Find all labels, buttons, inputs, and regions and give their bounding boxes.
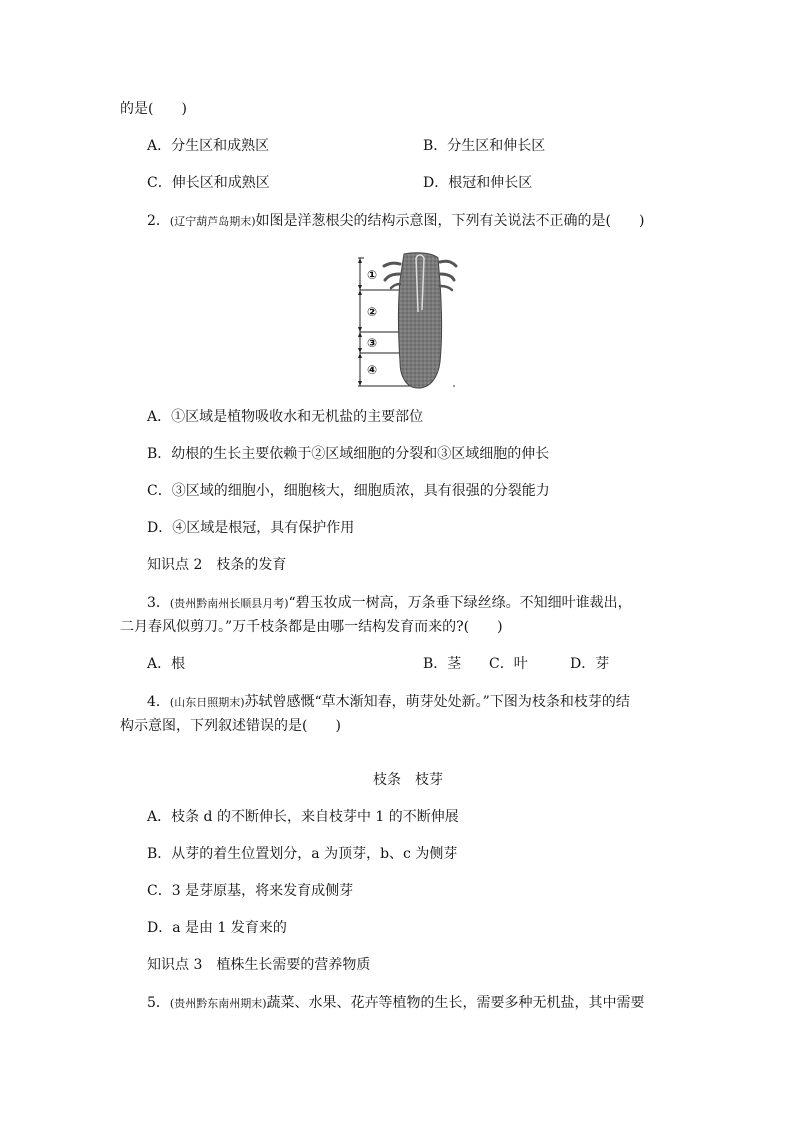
q2-stem [147,211,644,232]
q1-option-b: B．分生区和伸长区 [423,138,546,154]
q4-figure-caption: 枝条 枝芽 [373,772,443,788]
knowledge-point-2-heading: 知识点 2 枝条的发育 [147,557,287,573]
q1-option-d: D．根冠和伸长区 [423,175,533,191]
q2-stem-text: 如图是洋葱根尖的结构示意图，下列有关说法不正确的是( ) [255,213,645,229]
q4-stem-line1 [147,692,630,713]
q4-stem-line2: 构示意图，下列叙述错误的是( ) [120,718,341,734]
q5-stem-text: 蔬菜、水果、花卉等植物的生长，需要多种无机盐，其中需要 [266,995,645,1011]
q4-option-b: B．从芽的着生位置划分，a 为顶芽，b、c 为侧芽 [147,846,458,862]
q4-option-d: D．a 是由 1 发育来的 [147,920,287,936]
q3-option-c: C．叶 [489,656,528,672]
q3-option-b: B．茎 [423,656,462,672]
q3-option-a: A．根 [147,656,186,672]
q2-source: (辽宁葫芦岛期末) [169,215,256,228]
q1-option-a: A．分生区和成熟区 [147,138,270,154]
figure-label-4: ④ [367,363,378,377]
q3-source: (贵州黔南州长顺县月考) [169,597,289,610]
q2-option-a: A．①区域是植物吸收水和无机盐的主要部位 [147,409,424,425]
q5-stem-line1 [147,993,645,1014]
q3-number: 3． [147,595,170,611]
knowledge-point-3-heading: 知识点 3 植株生长需要的营养物质 [147,957,371,973]
q4-option-a: A．枝条 d 的不断伸长，来自枝芽中 1 的不断伸展 [147,809,459,825]
figure-label-2: ② [367,305,378,319]
q2-option-d: D．④区域是根冠，具有保护作用 [147,520,355,536]
q3-stem-line1 [147,593,632,614]
q4-number: 4． [147,694,170,710]
q5-number: 5． [147,995,170,1011]
root-tip [399,253,442,388]
figure-label-3: ③ [367,336,378,350]
q4-stem-text1: 苏轼曾感慨“草木渐知春，萌芽处处新。”下图为枝条和枝芽的结 [244,694,630,710]
q2-option-b: B．幼根的生长主要依赖于②区域细胞的分裂和③区域细胞的伸长 [147,446,550,462]
q4-source: (山东日照期末) [169,696,245,709]
q2-option-c: C．③区域的细胞小，细胞核大，细胞质浓，具有很强的分裂能力 [147,483,550,499]
q3-stem-text1: “碧玉妆成一树高，万条垂下绿丝绦。不知细叶谁裁出， [288,595,632,611]
q5-source: (贵州黔东南州期末) [169,997,267,1010]
q3-stem-line2: 二月春风似剪刀。”万千枝条都是由哪一结构发育而来的?( ) [120,619,503,635]
q1-stem-tail: 的是( ) [120,101,187,117]
q2-number: 2． [147,213,170,229]
q4-option-c: C．3 是芽原基，将来发育成侧芽 [147,883,354,899]
q3-option-d: D．芽 [570,656,610,672]
figure-label-1: ① [367,268,378,282]
q1-option-c: C．伸长区和成熟区 [147,175,270,191]
root-hair [384,263,400,266]
onion-root-tip-figure [358,252,462,390]
